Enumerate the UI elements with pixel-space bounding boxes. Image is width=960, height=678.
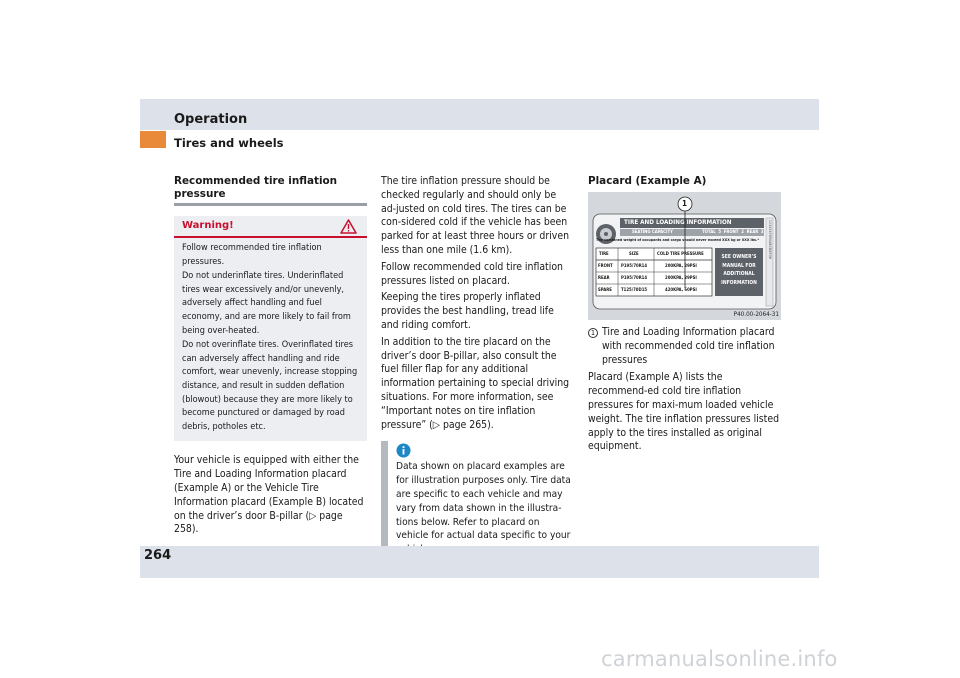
section-title: Operation [174,112,248,127]
warning-paragraph: Do not overinflate tires. Overinflated tires can adversely affect handling and ride comfort, wear unevenly, increase stopping distance, and result in sudden deflation (blowout) because they are more likely to become punctured or damaged by road debris, potholes etc. [182,340,358,432]
section-tab-marker [140,131,166,148]
table-cell: 420KPA, 60PSI [665,288,697,293]
placard-side-code: 1234567890ABCDEFGH [768,220,772,260]
weight-note: The combined weight of occupants and cargo should never exceed XXX kg or XXX lbs.* [596,238,760,242]
owners-manual-note: SEE OWNER’S MANUAL FOR ADDITIONAL INFORMATION [721,254,757,286]
placard-illustration [588,192,781,320]
placard-heading: Placard (Example A) [588,175,707,187]
seating-capacity-label: SEATING CAPACITY [632,229,673,235]
footer-band [140,546,819,578]
warning-triangle-icon [340,219,357,234]
info-box [381,441,574,557]
table-cell: REAR [598,276,610,281]
watermark: carmanualsonline.info [601,647,838,671]
info-icon [396,443,411,458]
table-cell: P195/70R14 [621,264,648,269]
table-cell: 200KPA, 29PSI [665,276,697,281]
column-middle [381,175,574,557]
seating-capacity-values: TOTAL 5 FRONT 2 REAR 3 [702,229,764,235]
body-paragraph: In addition to the tire placard on the driver’s door B-pillar, also consult the fuel filler flap for any additional information pertaining to special driving situations. For more information, see “Important notes on tire inflation pressure” (▷ page 265). [381,335,570,431]
table-cell: 200KPA, 29PSI [665,264,697,269]
table-header: TIRE [599,252,609,257]
table-cell: FRONT [598,264,613,269]
warning-paragraph: Follow recommended tire inflation pressures. [182,243,322,267]
page-number: 264 [144,548,172,563]
warning-box [174,216,367,441]
legend-item [588,326,784,367]
info-text: Data shown on placard examples are for illustration purposes only. Tire data are specific to each vehicle and may vary from data shown in the illustra-tions below. Refer to placard on vehicle for actual data specific to your [396,461,571,542]
warning-paragraph: Do not underinflate tires. Underinflated tires wear excessively and/or unevenly, adversely affect handling and fuel economy, and are more likely to fail from being over-heated. [182,271,351,336]
column-left [174,175,367,540]
placard-title: TIRE AND LOADING INFORMATION [624,219,732,226]
subsection-title: Tires and wheels [174,136,284,150]
body-paragraph: Placard (Example A) lists the recommend-ed cold tire inflation pressures for maxi-mum loaded vehicle weight. The tire inflation pressures listed apply to the tires installed as original equipment. [588,371,780,453]
figure-code: P40.00-2064-31 [733,311,779,318]
heading-rule [174,203,367,206]
table-cell: P195/70R14 [621,276,648,281]
body-paragraph: Follow recommended cold tire inflation pressures listed on placard. [381,260,563,287]
warning-body [174,238,367,434]
body-paragraph: The tire inflation pressure should be checked regularly and should only be ad-justed on cold tires. The tires can be con-sidered cold if the vehicle has been parked for at least three hours or driven less than one mile (1.6 km). [381,175,569,256]
body-paragraph: Keeping the tires properly inflated provides the best handling, tread life and riding comfort. [381,291,554,331]
table-header: SIZE [629,252,639,257]
warning-header [174,216,367,238]
table-header: COLD TIRE PRESSURE [657,252,704,257]
column-right-body [588,326,784,457]
callout-number: 1 [682,199,688,208]
legend-number: 1 [588,328,598,338]
table-cell: T125/70D15 [621,288,648,293]
column-right [588,175,784,188]
table-cell: SPARE [598,288,612,293]
section-heading: Recommended tire inflation pressure [174,175,338,200]
body-paragraph: Your vehicle is equipped with either the Tire and Loading Information placard (Example A) or the Vehicle Tire Information placard (Example B) located on the driver’s door B-pillar (▷ page 258). [174,454,364,536]
warning-label: Warning! [182,220,234,232]
legend-text: Tire and Loading Information placard with recommended cold tire inflation pressures [602,326,775,366]
